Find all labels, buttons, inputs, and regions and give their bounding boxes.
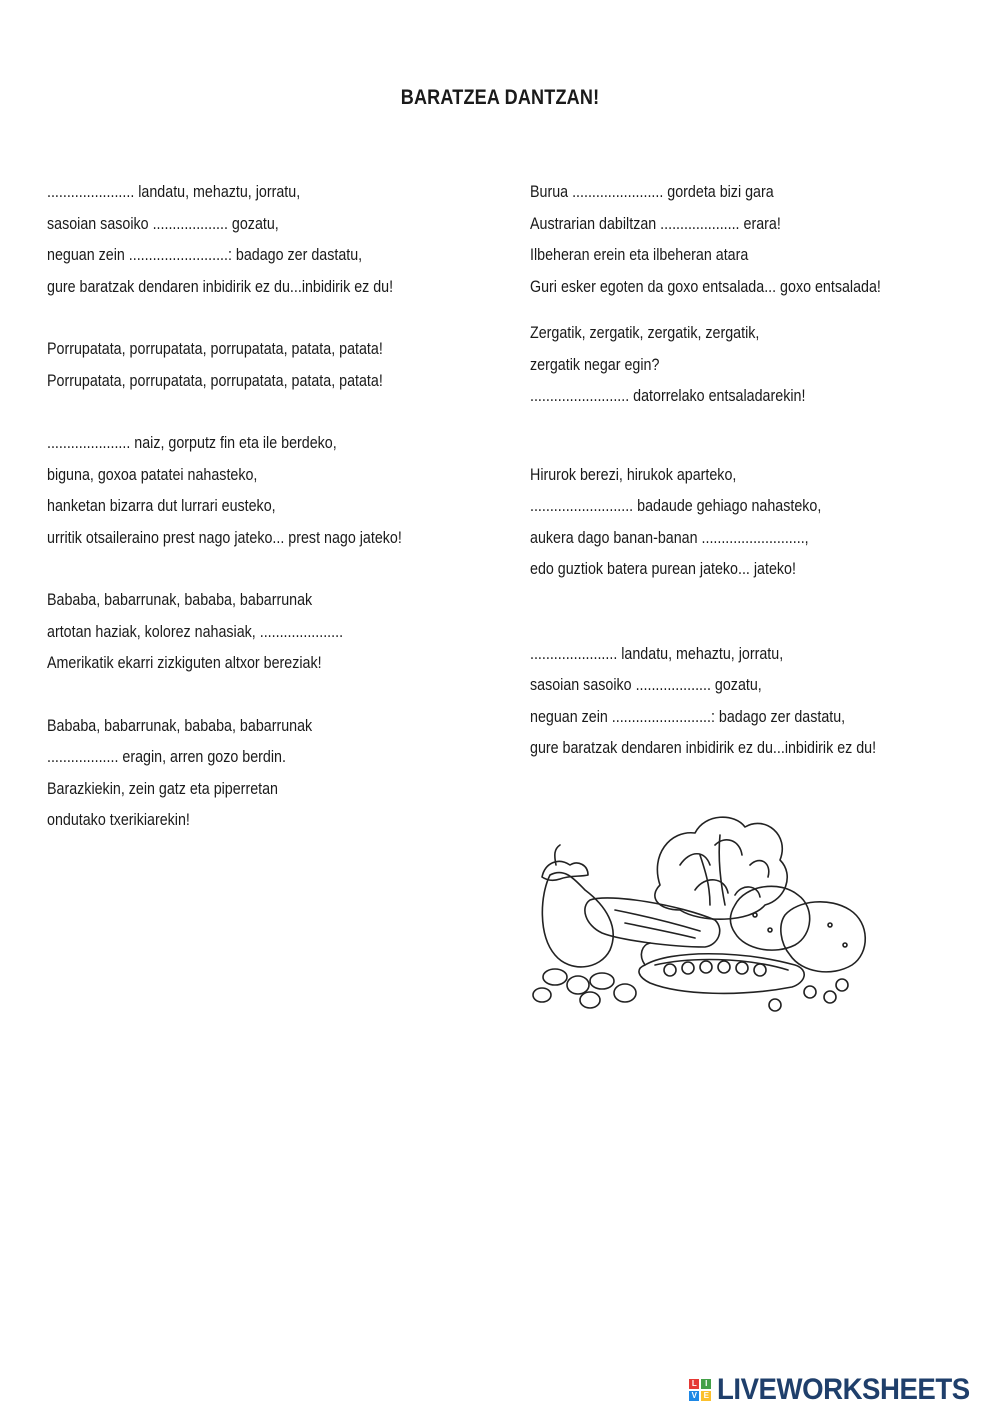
lyric-line: edo guztiok batera purean jateko... jateko! <box>530 559 796 578</box>
lyric-line: Guri esker egoten da goxo entsalada... goxo entsalada! <box>530 276 881 296</box>
stanza-4 <box>47 584 497 679</box>
vegetables-icon <box>530 805 880 1025</box>
logo-letter: I <box>701 1379 711 1389</box>
lyric-line: Porrupatata, porrupatata, porrupatata, patata, patata! <box>47 339 383 358</box>
brand-name: LIVEWORKSHEETS <box>717 1373 971 1406</box>
lyric-line: hanketan bizarra dut lurrari eusteko, <box>47 496 276 515</box>
lyric-line: ......................... datorrelako entsaladarekin! <box>530 386 806 405</box>
lyric-line: Zergatik, zergatik, zergatik, zergatik, <box>530 323 760 342</box>
lyric-line: Bababa, babarrunak, bababa, babarrunak <box>47 715 313 735</box>
page-title: BARATZEA DANTZAN! <box>400 86 600 109</box>
stanza-6 <box>530 176 970 302</box>
lyric-line: .......................... badaude gehiago nahasteko, <box>530 496 822 515</box>
lyric-line: Austrarian dabiltzan .................... erara! <box>530 213 781 233</box>
lyric-line: aukera dago banan-banan .........................., <box>530 527 809 547</box>
lyric-line: gure baratzak dendaren inbidirik ez du...inbidirik ez du! <box>47 276 394 296</box>
stanza-3 <box>47 427 497 553</box>
lyric-line: urritik otsaileraino prest nago jateko... prest nago jateko! <box>47 527 402 547</box>
lyric-line: sasoian sasoiko ................... gozatu, <box>530 675 762 694</box>
stanza-9 <box>530 638 970 764</box>
lyric-line: Amerikatik ekarri zizkiguten altxor bereziak! <box>47 653 322 672</box>
lyric-line: artotan haziak, kolorez nahasiak, ..................... <box>47 621 344 641</box>
lyric-line: Porrupatata, porrupatata, porrupatata, patata, patata! <box>47 370 383 390</box>
lyric-line: Hirurok berezi, hirukok aparteko, <box>530 464 737 484</box>
lyric-line: Ilbeheran erein eta ilbeheran atara <box>530 245 749 264</box>
lyric-line: neguan zein .........................: badago zer dastatu, <box>530 706 846 726</box>
lyric-line: ...................... landatu, mehaztu, jorratu, <box>530 643 784 663</box>
right-column <box>530 176 970 764</box>
lyric-line: .................. eragin, arren gozo berdin. <box>47 747 286 766</box>
stanza-2 <box>47 333 497 396</box>
liveworksheets-brand <box>689 1373 992 1407</box>
lyric-line: zergatik negar egin? <box>530 354 660 374</box>
lyric-line: Barazkiekin, zein gatz eta piperretan <box>47 778 278 798</box>
liveworksheets-logo <box>689 1379 711 1401</box>
logo-letter: E <box>701 1391 711 1401</box>
logo-letter: L <box>689 1379 699 1389</box>
lyric-line: neguan zein .........................: badago zer dastatu, <box>47 245 363 264</box>
lyric-line: ...................... landatu, mehaztu, jorratu, <box>47 182 301 201</box>
stanza-8 <box>530 459 970 585</box>
stanza-5 <box>47 710 497 836</box>
lyric-line: Burua ....................... gordeta bizi gara <box>530 182 774 201</box>
logo-letter: V <box>689 1391 699 1401</box>
lyric-line: ..................... naiz, gorputz fin eta ile berdeko, <box>47 433 337 452</box>
lyric-line: gure baratzak dendaren inbidirik ez du...inbidirik ez du! <box>530 738 877 757</box>
lyric-line: biguna, goxoa patatei nahasteko, <box>47 464 258 484</box>
lyric-line: sasoian sasoiko ................... gozatu, <box>47 213 279 233</box>
lyric-line: Bababa, babarrunak, bababa, babarrunak <box>47 590 313 609</box>
lyric-line: ondutako txerikiarekin! <box>47 810 190 829</box>
stanza-7 <box>530 317 970 412</box>
left-column <box>47 176 497 836</box>
stanza-1 <box>47 176 497 302</box>
